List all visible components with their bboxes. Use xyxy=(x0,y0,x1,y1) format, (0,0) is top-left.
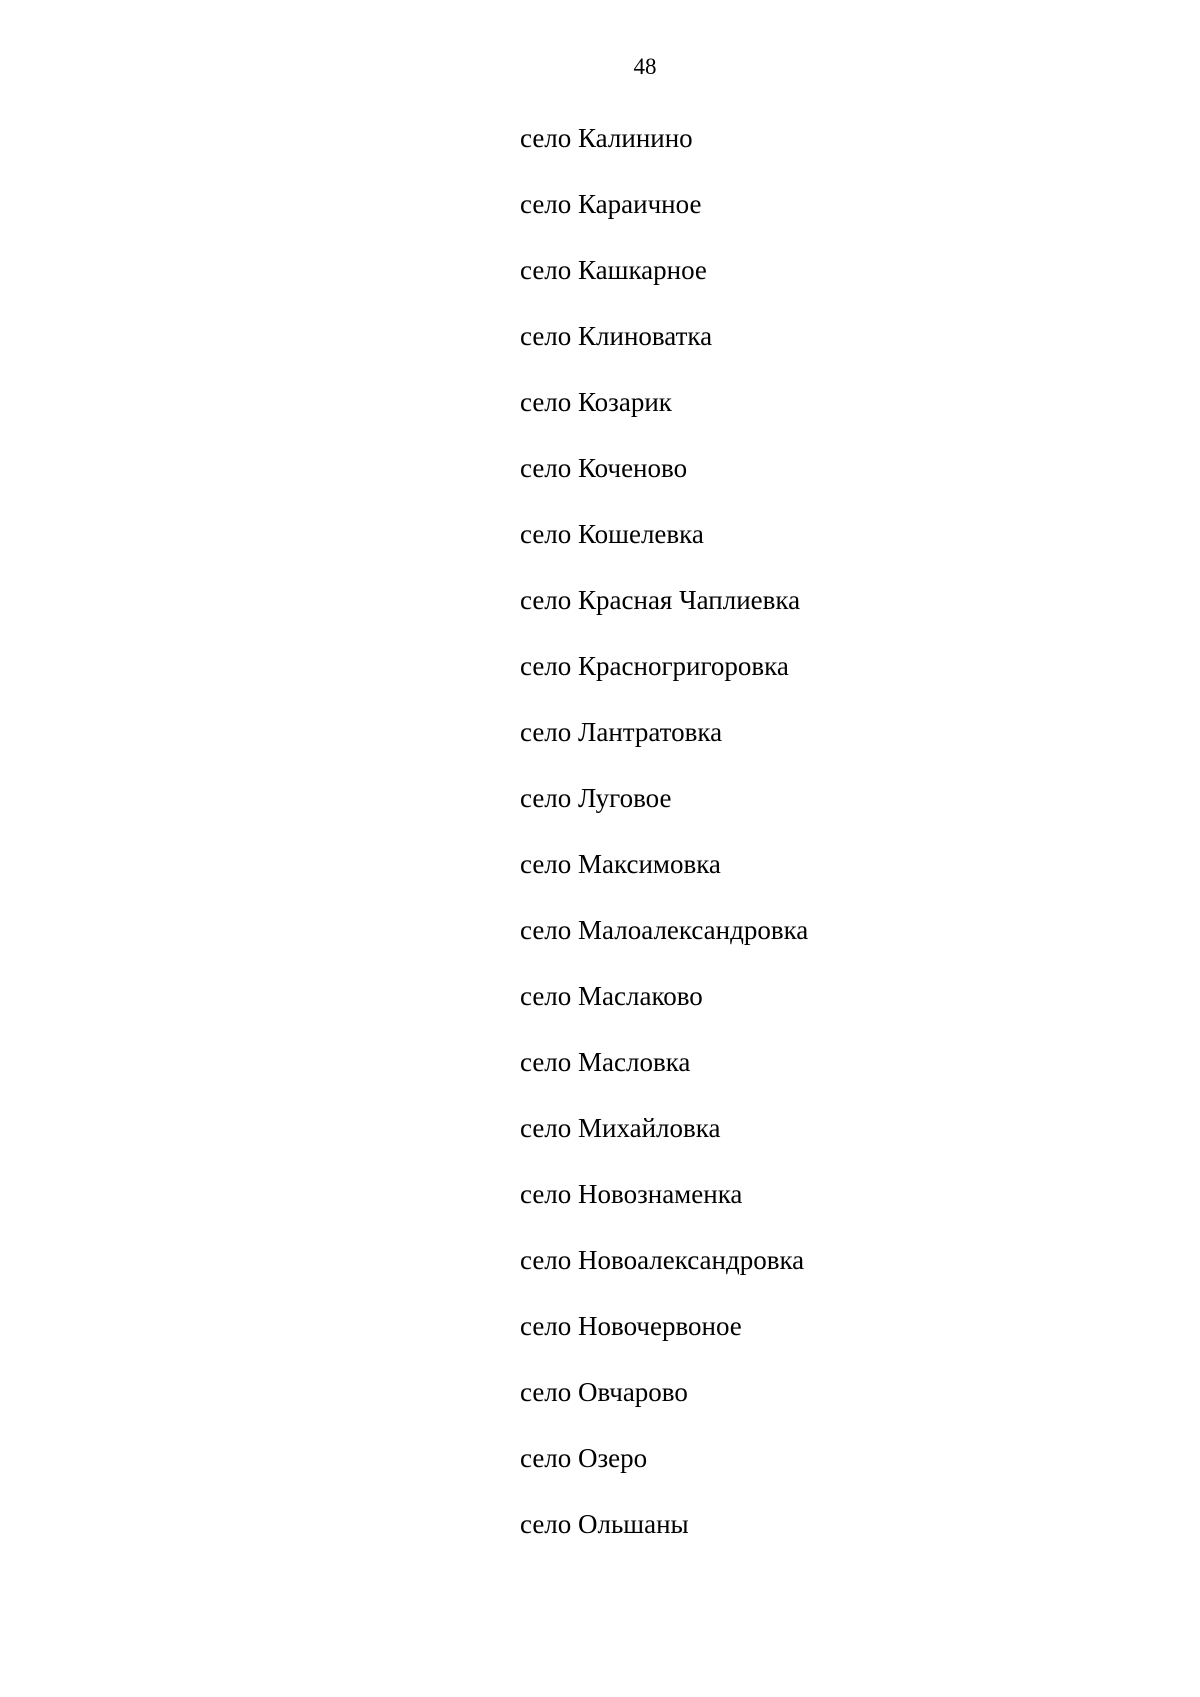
list-item: село Кошелевка xyxy=(520,519,704,549)
list-item: село Малоалександровка xyxy=(520,915,809,945)
list-item: село Красная Чаплиевка xyxy=(520,585,801,615)
list-item: село Луговое xyxy=(520,783,672,813)
list-item: село Кашкарное xyxy=(520,255,707,285)
list-item: село Караичное xyxy=(520,189,702,219)
list-item: село Калинино xyxy=(520,123,693,153)
list-item: село Лантратовка xyxy=(520,717,723,747)
settlement-list xyxy=(520,120,808,1572)
list-item: село Ольшаны xyxy=(520,1509,689,1539)
list-item: село Овчарово xyxy=(520,1377,688,1407)
list-item: село Новоалександровка xyxy=(520,1245,805,1275)
list-item: село Козарик xyxy=(520,387,672,417)
list-item: село Михайловка xyxy=(520,1113,721,1143)
list-item: село Максимовка xyxy=(520,849,721,879)
page-number: 48 xyxy=(633,54,657,79)
list-item: село Новочервоное xyxy=(520,1311,742,1341)
list-item: село Клиноватка xyxy=(520,321,713,351)
list-item: село Новознаменка xyxy=(520,1179,743,1209)
list-item: село Коченово xyxy=(520,453,688,483)
list-item: село Красногригоровка xyxy=(520,651,789,681)
list-item: село Маслаково xyxy=(520,981,703,1011)
list-item: село Озеро xyxy=(520,1443,648,1473)
list-item: село Масловка xyxy=(520,1047,691,1077)
